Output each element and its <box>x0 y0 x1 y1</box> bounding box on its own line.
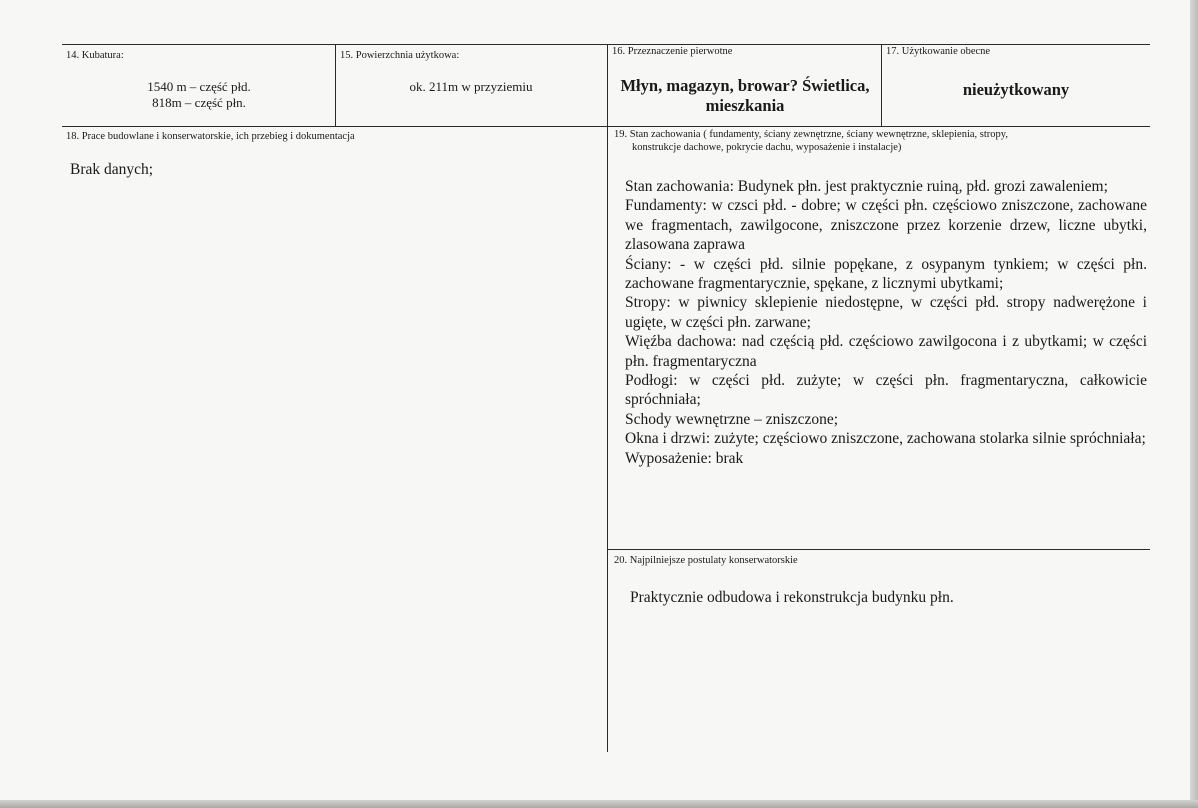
prace-budowlane-label: 18. Prace budowlane i konserwatorskie, ich przebieg i dokumentacja <box>66 131 355 142</box>
row1-bottom-rule <box>62 126 1150 127</box>
center-divider <box>607 44 608 752</box>
stan-zachowania-label-line1: 19. Stan zachowania ( fundamenty, ściany zewnętrzne, ściany wewnętrzne, sklepienia, stropy, <box>614 129 1008 140</box>
kubatura-label: 14. Kubatura: <box>66 50 124 61</box>
stan-zachowania-text <box>625 177 1147 468</box>
c16-c17-divider <box>881 44 882 127</box>
paragraph-okna: Okna i drzwi: zużyte; częściowo zniszczone, zachowana stolarka silnie spróchniała; <box>625 430 1146 448</box>
paragraph-stropy: Stropy: w piwnicy sklepienie niedostępne, w części płd. stropy nadwerężone i ugięte, w części płn. zarwane; <box>625 294 1147 331</box>
postulaty-label: 20. Najpilniejsze postulaty konserwatorskie <box>614 555 798 566</box>
paragraph-wyposazenie: Wyposażenie: brak <box>625 449 744 467</box>
scan-edge-right <box>1190 0 1198 808</box>
powierzchnia-value: ok. 211m w przyziemiu <box>409 79 533 94</box>
postulaty-value: Praktycznie odbudowa i rekonstrukcja budynku płn. <box>630 589 954 606</box>
uzytkowanie-label: 17. Użytkowanie obecne <box>886 46 991 57</box>
section20-top-rule <box>608 549 1150 550</box>
powierzchnia-label: 15. Powierzchnia użytkowa: <box>340 50 460 61</box>
c14-c15-divider <box>335 44 336 127</box>
przeznaczenie-value: Młyn, magazyn, browar? Świetlica, mieszkania <box>620 76 870 115</box>
paragraph-stan: Stan zachowania: Budynek płn. jest praktycznie ruiną, płd. grozi zawaleniem; <box>625 178 1108 195</box>
paragraph-wiezba: Więźba dachowa: nad częścią płd. częściowo zawilgocona i z ubytkami; w części płn. fragmentaryczna <box>625 333 1147 370</box>
kubatura-value-north: 818m – część płn. <box>152 95 246 110</box>
uzytkowanie-value: nieużytkowany <box>962 80 1070 99</box>
paragraph-fundamenty: Fundamenty: w czsci płd. - dobre; w części płn. częściowo zniszczone, zachowane we fragmentach, zawilgocone, zniszczone przez korzenie drzew, liczne ubytki, zlasowana zaprawa <box>625 197 1147 254</box>
prace-budowlane-value: Brak danych; <box>70 161 154 178</box>
paragraph-sciany: Ściany: - w części płd. silnie popękane, z osypanym tynkiem; w części płn. zachowane fragmentarycznie, spękane, z licznymi ubytkami; <box>625 255 1147 293</box>
przeznaczenie-label: 16. Przeznaczenie pierwotne <box>612 46 733 57</box>
top-rule <box>62 44 1150 45</box>
paragraph-schody: Schody wewnętrzne – zniszczone; <box>625 410 839 428</box>
stan-zachowania-label-line2: konstrukcje dachowe, pokrycie dachu, wyposażenie i instalacje) <box>632 142 902 153</box>
kubatura-value-south: 1540 m – część płd. <box>147 79 251 94</box>
paragraph-podlogi: Podłogi: w części płd. zużyte; w części płn. fragmentaryczna, całkowicie spróchniała; <box>625 372 1147 409</box>
scan-edge-bottom <box>0 800 1198 808</box>
